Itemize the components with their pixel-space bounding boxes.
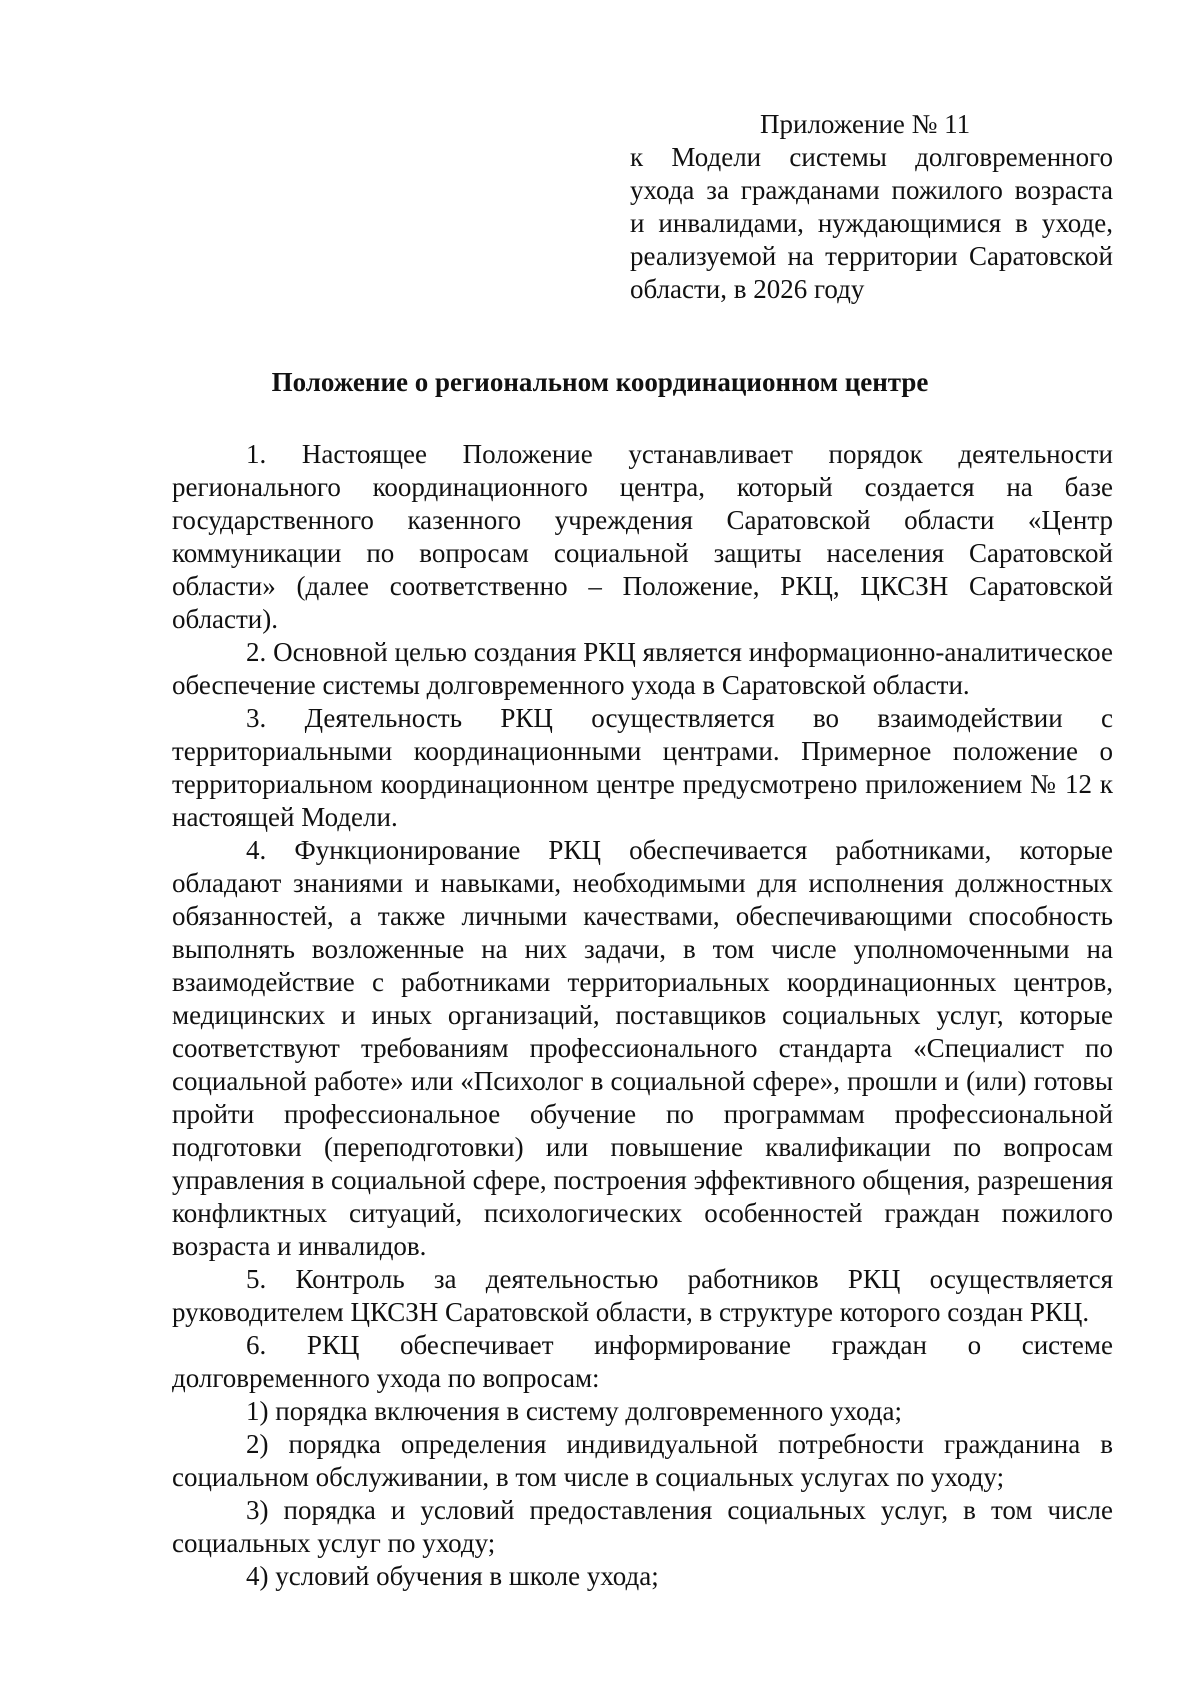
appendix-header <box>630 108 1113 306</box>
document-title: Положение о региональном координационном центре <box>271 367 929 397</box>
paragraph-1: 1. Настоящее Положение устанавливает порядок деятельности регионального координационного центра, который создается на базе государственного казенного учреждения Саратовской области «Центр коммуникации по вопросам социальной защиты населения Саратовской области» (далее соответственно – Положение, РКЦ, ЦКСЗН Саратовской области). <box>172 439 1113 634</box>
paragraph-6: 6. РКЦ обеспечивает информирование граждан о системе долговременного ухода по вопросам: <box>172 1330 1113 1393</box>
appendix-number: Приложение № 11 <box>760 109 971 139</box>
list-item-4: 4) условий обучения в школе ухода; <box>246 1561 659 1591</box>
document-body <box>172 438 1113 1593</box>
paragraph-5: 5. Контроль за деятельностью работников РКЦ осуществляется руководителем ЦКСЗН Саратовской области, в структуре которого создан РКЦ. <box>172 1264 1113 1327</box>
list-item-3: 3) порядка и условий предоставления социальных услуг, в том числе социальных услуг по уходу; <box>172 1495 1113 1558</box>
paragraph-3: 3. Деятельность РКЦ осуществляется во взаимодействии с территориальными координационными центрами. Примерное положение о территориальном координационном центре предусмотрено приложением № 12 к настоящей Модели. <box>172 703 1113 832</box>
list-item-2: 2) порядка определения индивидуальной потребности гражданина в социальном обслуживании, в том числе в социальных услугах по уходу; <box>172 1429 1113 1492</box>
paragraph-4: 4. Функционирование РКЦ обеспечивается работниками, которые обладают знаниями и навыками, необходимыми для исполнения должностных обязанностей, а также личными качествами, обеспечивающими способность выполнять возложенные на них задачи, в том числе уполномоченными на взаимодействие с работниками территориальных координационных центров, медицинских и иных организаций, поставщиков социальных услуг, которые соответствуют требованиям профессионального стандарта «Специалист по социальной работе» или «Психолог в социальной сфере», прошли и (или) готовы пройти профессиональное обучение по программам профессиональной подготовки (переподготовки) или повышение квалификации по вопросам управления в социальной сфере, построения эффективного общения, разрешения конфликтных ситуаций, психологических особенностей граждан пожилого возраста и инвалидов. <box>172 835 1113 1261</box>
appendix-text: к Модели системы долговременного ухода за гражданами пожилого возраста и инвалидами, нуждающимися в уходе, реализуемой на территории Саратовской области, в 2026 году <box>630 142 1113 304</box>
list-item-1: 1) порядка включения в систему долговременного ухода; <box>246 1396 902 1426</box>
paragraph-2: 2. Основной целью создания РКЦ является информационно-аналитическое обеспечение системы долговременного ухода в Саратовской области. <box>172 637 1113 700</box>
